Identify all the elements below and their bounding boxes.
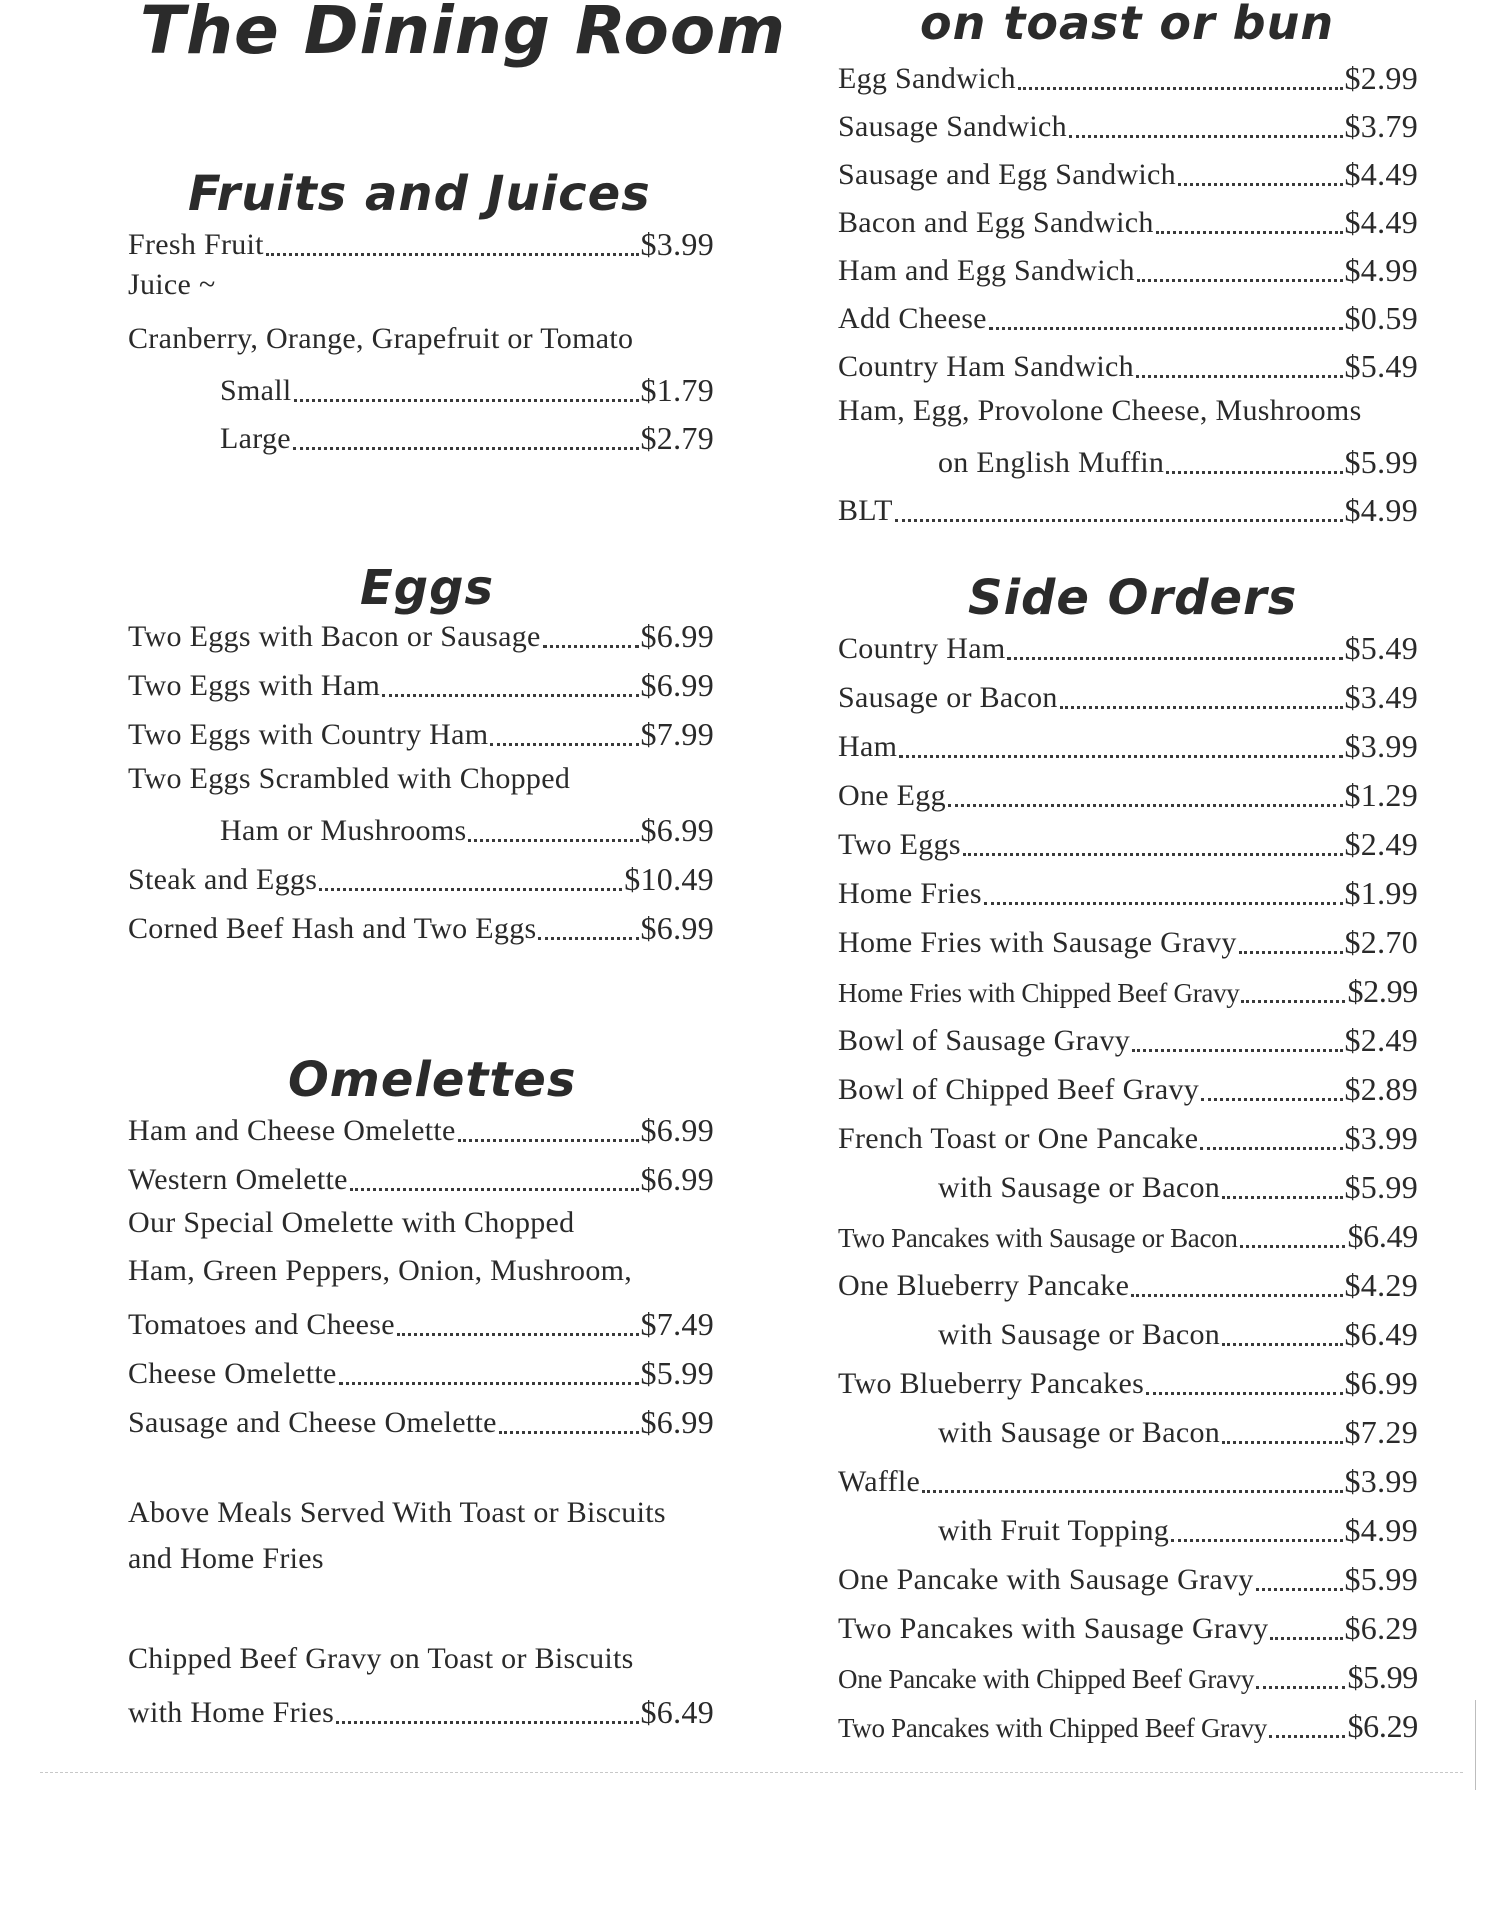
- dot-leader: [266, 252, 639, 256]
- dot-leader: [1240, 1244, 1346, 1248]
- dot-leader: [895, 518, 1343, 522]
- menu-item: [838, 1604, 1418, 1644]
- menu-item: [838, 1114, 1418, 1154]
- item-name: Ham and Egg Sandwich: [838, 254, 1135, 287]
- item-name: Add Cheese: [838, 302, 987, 335]
- item-price: $1.79: [640, 372, 714, 408]
- menu-item: [838, 486, 1418, 526]
- menu-item: [838, 1408, 1418, 1448]
- menu-item: [838, 246, 1418, 286]
- item-price: $6.99: [640, 812, 714, 848]
- item-price: $7.29: [1344, 1414, 1418, 1450]
- dot-leader: [319, 887, 622, 891]
- dot-leader: [1132, 1048, 1342, 1052]
- menu-item: [838, 918, 1418, 958]
- item-name: on English Muffin: [938, 446, 1165, 479]
- menu-item: [128, 1106, 714, 1146]
- menu-item: [128, 904, 714, 944]
- page-bottom-rule: [40, 1772, 1463, 1773]
- item-name: with Sausage or Bacon: [938, 1318, 1221, 1351]
- dot-leader: [1156, 230, 1343, 234]
- item-desc-line: Chipped Beef Gravy on Toast or Biscuits: [128, 1642, 634, 1675]
- dot-leader: [1007, 656, 1342, 660]
- menu-item: [838, 869, 1418, 909]
- item-name: Two Pancakes with Chipped Beef Gravy: [838, 1713, 1267, 1743]
- menu-item: [838, 1261, 1418, 1301]
- dot-leader: [490, 742, 638, 746]
- item-price: $2.70: [1344, 924, 1418, 960]
- section-title-eggs: Eggs: [360, 560, 495, 616]
- section-title-sides: Side Orders: [968, 570, 1298, 626]
- item-name: Two Pancakes with Sausage Gravy: [838, 1612, 1269, 1645]
- item-price: $6.99: [640, 1161, 714, 1197]
- item-name: Ham or Mushrooms: [220, 814, 467, 847]
- item-price: $6.99: [640, 667, 714, 703]
- menu-item: [838, 1016, 1418, 1056]
- item-price: $2.99: [1347, 973, 1418, 1009]
- dot-leader: [1200, 1146, 1342, 1150]
- item-name: with Sausage or Bacon: [938, 1171, 1221, 1204]
- item-price: $6.99: [1344, 1365, 1418, 1401]
- item-price: $4.99: [1344, 1512, 1418, 1548]
- item-name: One Egg: [838, 779, 946, 812]
- item-price: $2.49: [1344, 826, 1418, 862]
- item-price: $5.99: [640, 1355, 714, 1391]
- item-name: Two Eggs: [838, 828, 961, 861]
- dot-leader: [294, 398, 639, 402]
- item-name: One Blueberry Pancake: [838, 1269, 1130, 1302]
- item-name: One Pancake with Sausage Gravy: [838, 1563, 1254, 1596]
- item-price: $6.49: [640, 1694, 714, 1730]
- dot-leader: [984, 901, 1343, 905]
- menu-item: [128, 661, 714, 701]
- dot-leader: [899, 754, 1342, 758]
- item-price: $7.99: [640, 716, 714, 752]
- dot-leader: [989, 326, 1343, 330]
- item-price: $2.99: [1344, 60, 1418, 96]
- item-price: $0.59: [1344, 300, 1418, 336]
- menu-item: [128, 1155, 714, 1195]
- item-name: Bowl of Chipped Beef Gravy: [838, 1073, 1200, 1106]
- dot-leader: [963, 852, 1343, 856]
- item-desc-line: Two Eggs Scrambled with Chopped: [128, 762, 571, 795]
- menu-item: [128, 806, 714, 846]
- item-price: $6.49: [1347, 1218, 1418, 1254]
- dot-leader: [1256, 1685, 1345, 1689]
- item-name: Ham and Cheese Omelette: [128, 1114, 456, 1147]
- menu-item: [838, 1163, 1418, 1203]
- item-name: Country Ham: [838, 632, 1006, 665]
- item-name: with Home Fries: [128, 1696, 335, 1729]
- menu-item: [838, 820, 1418, 860]
- item-price: $4.99: [1344, 492, 1418, 528]
- dot-leader: [350, 1187, 639, 1191]
- item-name: Western Omelette: [128, 1163, 348, 1196]
- dot-leader: [1171, 1538, 1342, 1542]
- item-price: $10.49: [624, 861, 714, 897]
- dot-leader: [1137, 278, 1343, 282]
- item-price: $4.49: [1344, 156, 1418, 192]
- item-name: Waffle: [838, 1465, 921, 1498]
- menu-item: [128, 220, 714, 260]
- menu-item: [838, 1310, 1418, 1350]
- menu-item: [838, 1457, 1418, 1497]
- dot-leader: [1270, 1636, 1342, 1640]
- dot-leader: [948, 803, 1343, 807]
- dot-leader: [397, 1332, 639, 1336]
- item-name: BLT: [838, 494, 893, 527]
- item-price: $5.99: [1344, 1561, 1418, 1597]
- item-price: $3.99: [1344, 1120, 1418, 1156]
- item-name: Home Fries: [838, 877, 982, 910]
- dot-leader: [293, 446, 639, 450]
- item-name: with Sausage or Bacon: [938, 1416, 1221, 1449]
- item-price: $3.79: [1344, 108, 1418, 144]
- dot-leader: [382, 693, 638, 697]
- item-price: $6.29: [1344, 1610, 1418, 1646]
- dot-leader: [1256, 1587, 1343, 1591]
- item-price: $6.49: [1344, 1316, 1418, 1352]
- item-price: $2.79: [640, 420, 714, 456]
- item-price: $3.99: [640, 226, 714, 262]
- item-price: $5.99: [1344, 1169, 1418, 1205]
- dot-leader: [468, 838, 638, 842]
- item-price: $6.99: [640, 1404, 714, 1440]
- menu-item: [838, 1212, 1418, 1252]
- menu-item: [838, 1702, 1418, 1742]
- dot-leader: [1222, 1342, 1342, 1346]
- item-name: Ham: [838, 730, 898, 763]
- menu-item: [838, 673, 1418, 713]
- menu-item: [128, 855, 714, 895]
- item-name: Egg Sandwich: [838, 62, 1016, 95]
- menu-item: [838, 1555, 1418, 1595]
- dot-leader: [1222, 1195, 1342, 1199]
- item-price: $7.49: [640, 1306, 714, 1342]
- item-desc-line: Ham, Green Peppers, Onion, Mushroom,: [128, 1254, 633, 1287]
- dot-leader: [543, 644, 639, 648]
- item-name: Steak and Eggs: [128, 863, 318, 896]
- item-name: Bacon and Egg Sandwich: [838, 206, 1154, 239]
- dot-leader: [922, 1489, 1342, 1493]
- item-price: $3.99: [1344, 1463, 1418, 1499]
- menu-item: [838, 294, 1418, 334]
- item-name: One Pancake with Chipped Beef Gravy: [838, 1664, 1255, 1694]
- page-title: The Dining Room: [140, 0, 786, 69]
- menu-item: [128, 414, 714, 454]
- dot-leader: [1239, 950, 1343, 954]
- item-name: Sausage and Egg Sandwich: [838, 158, 1176, 191]
- item-price: $3.99: [1344, 728, 1418, 764]
- dot-leader: [1201, 1097, 1342, 1101]
- page-edge-line: [1475, 1700, 1476, 1790]
- item-price: $6.99: [640, 1112, 714, 1148]
- item-name: Country Ham Sandwich: [838, 350, 1134, 383]
- item-name: Bowl of Sausage Gravy: [838, 1024, 1131, 1057]
- dot-leader: [339, 1381, 639, 1385]
- item-price: $5.49: [1344, 348, 1418, 384]
- item-name: French Toast or One Pancake: [838, 1122, 1199, 1155]
- item-name: Tomatoes and Cheese: [128, 1308, 395, 1341]
- dot-leader: [1166, 470, 1342, 474]
- item-name: Two Eggs with Ham: [128, 669, 381, 702]
- menu-item: [838, 771, 1418, 811]
- item-price: $3.49: [1344, 679, 1418, 715]
- menu-item: [838, 722, 1418, 762]
- dot-leader: [538, 936, 638, 940]
- dot-leader: [1136, 374, 1343, 378]
- dot-leader: [1146, 1391, 1342, 1395]
- item-name: Sausage or Bacon: [838, 681, 1058, 714]
- menu-item: [838, 342, 1418, 382]
- item-name: Two Pancakes with Sausage or Bacon: [838, 1223, 1238, 1253]
- dot-leader: [336, 1720, 638, 1724]
- item-name: Fresh Fruit: [128, 228, 264, 261]
- item-price: $6.29: [1347, 1708, 1418, 1744]
- menu-item: [838, 438, 1418, 478]
- serving-note: Above Meals Served With Toast or Biscuits: [128, 1496, 666, 1529]
- item-name: Sausage Sandwich: [838, 110, 1067, 143]
- item-name: with Fruit Topping: [938, 1514, 1170, 1547]
- item-name: Large: [220, 422, 291, 455]
- item-price: $2.49: [1344, 1022, 1418, 1058]
- juice-options: Cranberry, Orange, Grapefruit or Tomato: [128, 322, 634, 355]
- item-price: $2.89: [1344, 1071, 1418, 1107]
- section-title-fruits: Fruits and Juices: [188, 166, 651, 222]
- menu-item: [128, 1398, 714, 1438]
- item-price: $1.99: [1344, 875, 1418, 911]
- dot-leader: [1060, 705, 1343, 709]
- item-desc-line: Ham, Egg, Provolone Cheese, Mushrooms: [838, 394, 1362, 427]
- menu-item: [838, 54, 1418, 94]
- item-desc-line: Our Special Omelette with Chopped: [128, 1206, 575, 1239]
- item-price: $4.99: [1344, 252, 1418, 288]
- item-price: $4.29: [1344, 1267, 1418, 1303]
- menu-item: [838, 150, 1418, 190]
- item-name: Two Blueberry Pancakes: [838, 1367, 1145, 1400]
- section-title-omelettes: Omelettes: [288, 1052, 577, 1108]
- menu-item: [128, 1349, 714, 1389]
- menu-item: [128, 1688, 714, 1728]
- dot-leader: [1222, 1440, 1342, 1444]
- dot-leader: [1241, 999, 1345, 1003]
- menu-item: [838, 967, 1418, 1007]
- item-name: Home Fries with Sausage Gravy: [838, 926, 1237, 959]
- menu-item: [128, 1300, 714, 1340]
- dot-leader: [499, 1430, 639, 1434]
- item-price: $5.49: [1344, 630, 1418, 666]
- dot-leader: [1178, 182, 1343, 186]
- menu-item: [128, 612, 714, 652]
- serving-note: and Home Fries: [128, 1542, 324, 1575]
- dot-leader: [1131, 1293, 1342, 1297]
- juice-label: Juice ~: [128, 268, 216, 301]
- item-name: Two Eggs with Country Ham: [128, 718, 489, 751]
- menu-item: [838, 1359, 1418, 1399]
- item-name: Sausage and Cheese Omelette: [128, 1406, 497, 1439]
- menu-item: [838, 624, 1418, 664]
- item-name: Two Eggs with Bacon or Sausage: [128, 620, 541, 653]
- menu-item: [838, 102, 1418, 142]
- item-price: $1.29: [1344, 777, 1418, 813]
- item-price: $4.49: [1344, 204, 1418, 240]
- item-price: $6.99: [640, 910, 714, 946]
- menu-item: [838, 1653, 1418, 1693]
- item-price: $5.99: [1344, 444, 1418, 480]
- menu-item: [838, 1506, 1418, 1546]
- menu-item: [128, 366, 714, 406]
- item-price: $5.99: [1347, 1659, 1418, 1695]
- item-name: Corned Beef Hash and Two Eggs: [128, 912, 537, 945]
- item-name: Cheese Omelette: [128, 1357, 337, 1390]
- dot-leader: [458, 1138, 639, 1142]
- item-name: Small: [220, 374, 292, 407]
- item-name: Home Fries with Chipped Beef Gravy: [838, 978, 1240, 1008]
- menu-item: [838, 1065, 1418, 1105]
- dot-leader: [1069, 134, 1343, 138]
- item-price: $6.99: [640, 618, 714, 654]
- dot-leader: [1018, 86, 1343, 90]
- dot-leader: [1269, 1734, 1346, 1738]
- menu-item: [838, 198, 1418, 238]
- menu-item: [128, 710, 714, 750]
- section-title-toast: on toast or bun: [920, 0, 1335, 50]
